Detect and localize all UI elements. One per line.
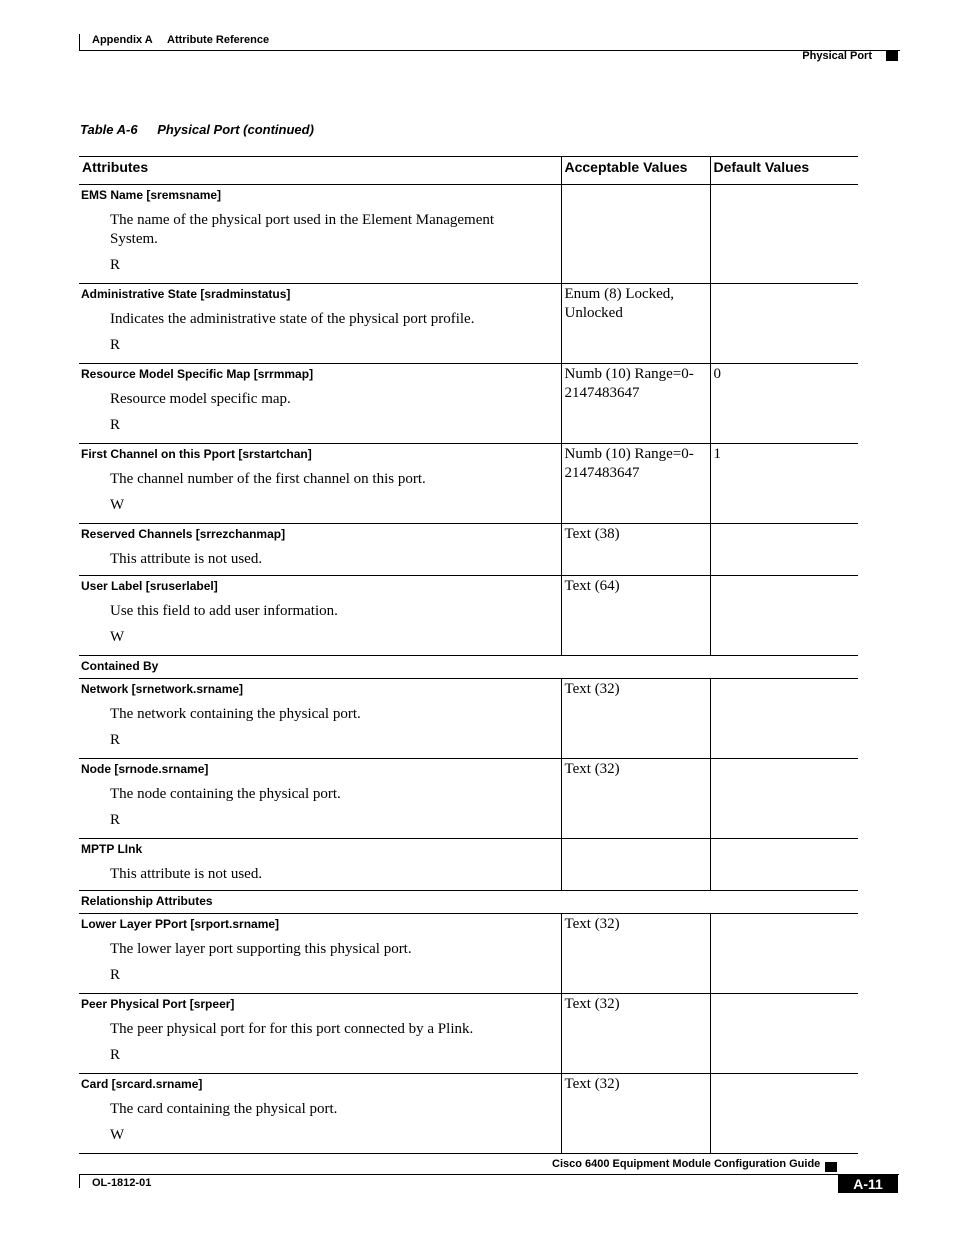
acceptable-values-cell: Text (32) [561, 994, 710, 1074]
attribute-name: First Channel on this Pport [srstartchan] [81, 447, 312, 461]
attribute-description: The node containing the physical port. [110, 786, 341, 802]
attribute-name: Card [srcard.srname] [81, 1077, 203, 1091]
acceptable-values-cell: Numb (10) Range=0-2147483647 [561, 444, 710, 524]
attribute-cell [79, 524, 561, 576]
acceptable-values-cell: Text (32) [561, 759, 710, 839]
attribute-description: Resource model specific map. [110, 391, 291, 407]
header-appendix: Appendix A [92, 34, 153, 46]
attribute-access: W [110, 497, 125, 513]
attribute-cell [79, 679, 561, 759]
table-row [79, 679, 858, 759]
table-caption-label: Table A-6 [80, 122, 138, 137]
default-values-cell [710, 524, 858, 576]
attribute-description: This attribute is not used. [110, 866, 263, 882]
acceptable-values-cell: Text (38) [561, 524, 710, 576]
table-row [79, 839, 858, 891]
footer-page-number: A-11 [838, 1175, 898, 1193]
default-values-cell: 0 [710, 364, 858, 444]
attribute-name: Lower Layer PPort [srport.srname] [81, 917, 280, 931]
attribute-table [79, 156, 858, 1154]
default-values-cell [710, 914, 858, 994]
attribute-description: The network containing the physical port. [110, 706, 361, 722]
footer-rule-tick [79, 1174, 80, 1188]
table-row [79, 284, 858, 364]
default-values-cell [710, 994, 858, 1074]
attribute-name: User Label [sruserlabel] [81, 579, 218, 593]
footer-marker [825, 1162, 837, 1172]
table-group-row [79, 891, 858, 914]
table-row [79, 444, 858, 524]
table-row [79, 994, 858, 1074]
attribute-access: R [110, 257, 121, 273]
attribute-cell [79, 994, 561, 1074]
acceptable-values-cell [561, 185, 710, 284]
header-marker [886, 51, 898, 61]
header-section-title: Physical Port [802, 50, 872, 62]
default-values-cell [710, 1074, 858, 1154]
attribute-description: Indicates the administrative state of the physical port profile. [110, 311, 475, 327]
column-header-acceptable-values: Acceptable Values [561, 157, 710, 185]
table-row [79, 524, 858, 576]
acceptable-values-cell: Text (64) [561, 576, 710, 656]
attribute-name: Network [srnetwork.srname] [81, 682, 244, 696]
table-row [79, 1074, 858, 1154]
attribute-cell [79, 914, 561, 994]
attribute-name: Node [srnode.srname] [81, 762, 209, 776]
group-heading: Relationship Attributes [79, 891, 858, 914]
default-values-cell [710, 679, 858, 759]
column-header-attributes: Attributes [79, 157, 561, 185]
table-caption-title: Physical Port (continued) [157, 122, 314, 137]
attribute-description: The lower layer port supporting this physical port. [110, 941, 412, 957]
attribute-cell [79, 185, 561, 284]
attribute-description: The channel number of the first channel on this port. [110, 471, 426, 487]
table-row [79, 364, 858, 444]
attribute-cell [79, 364, 561, 444]
acceptable-values-cell: Text (32) [561, 679, 710, 759]
attribute-name: MPTP LInk [81, 842, 143, 856]
attribute-description: The name of the physical port used in the Element Management System. [110, 212, 495, 247]
footer-rule [79, 1174, 899, 1175]
attribute-access: R [110, 337, 121, 353]
attribute-cell [79, 576, 561, 656]
attribute-cell [79, 444, 561, 524]
table-header-row [79, 157, 858, 185]
acceptable-values-cell [561, 839, 710, 891]
table-row [79, 914, 858, 994]
attribute-access: R [110, 417, 121, 433]
default-values-cell [710, 284, 858, 364]
acceptable-values-cell: Enum (8) Locked, Unlocked [561, 284, 710, 364]
default-values-cell [710, 839, 858, 891]
attribute-cell [79, 759, 561, 839]
footer-doc-id: OL-1812-01 [92, 1177, 152, 1189]
column-header-default-values: Default Values [710, 157, 858, 185]
default-values-cell [710, 759, 858, 839]
attribute-access: R [110, 812, 121, 828]
acceptable-values-cell: Numb (10) Range=0-2147483647 [561, 364, 710, 444]
table-row [79, 576, 858, 656]
attribute-access: R [110, 967, 121, 983]
attribute-description: This attribute is not used. [110, 551, 263, 567]
running-header [79, 34, 900, 51]
table-group-row [79, 656, 858, 679]
attribute-cell [79, 284, 561, 364]
attribute-cell [79, 839, 561, 891]
attribute-access: R [110, 1047, 121, 1063]
attribute-name: EMS Name [sremsname] [81, 188, 222, 202]
header-chapter: Attribute Reference [167, 34, 270, 46]
table-caption [80, 122, 314, 137]
attribute-access: W [110, 1127, 125, 1143]
table-row [79, 185, 858, 284]
group-heading: Contained By [79, 656, 858, 679]
attribute-name: Administrative State [sradminstatus] [81, 287, 291, 301]
default-values-cell: 1 [710, 444, 858, 524]
attribute-access: W [110, 629, 125, 645]
acceptable-values-cell: Text (32) [561, 1074, 710, 1154]
attribute-name: Peer Physical Port [srpeer] [81, 997, 235, 1011]
attribute-access: R [110, 732, 121, 748]
attribute-cell [79, 1074, 561, 1154]
attribute-description: Use this field to add user information. [110, 603, 338, 619]
attribute-name: Resource Model Specific Map [srrmmap] [81, 367, 314, 381]
footer-guide-title: Cisco 6400 Equipment Module Configuration Guide [552, 1158, 821, 1170]
acceptable-values-cell: Text (32) [561, 914, 710, 994]
default-values-cell [710, 185, 858, 284]
attribute-name: Reserved Channels [srrezchanmap] [81, 527, 286, 541]
default-values-cell [710, 576, 858, 656]
attribute-description: The peer physical port for for this port connected by a Plink. [110, 1021, 474, 1037]
table-body [79, 185, 858, 1154]
attribute-description: The card containing the physical port. [110, 1101, 338, 1117]
table-row [79, 759, 858, 839]
